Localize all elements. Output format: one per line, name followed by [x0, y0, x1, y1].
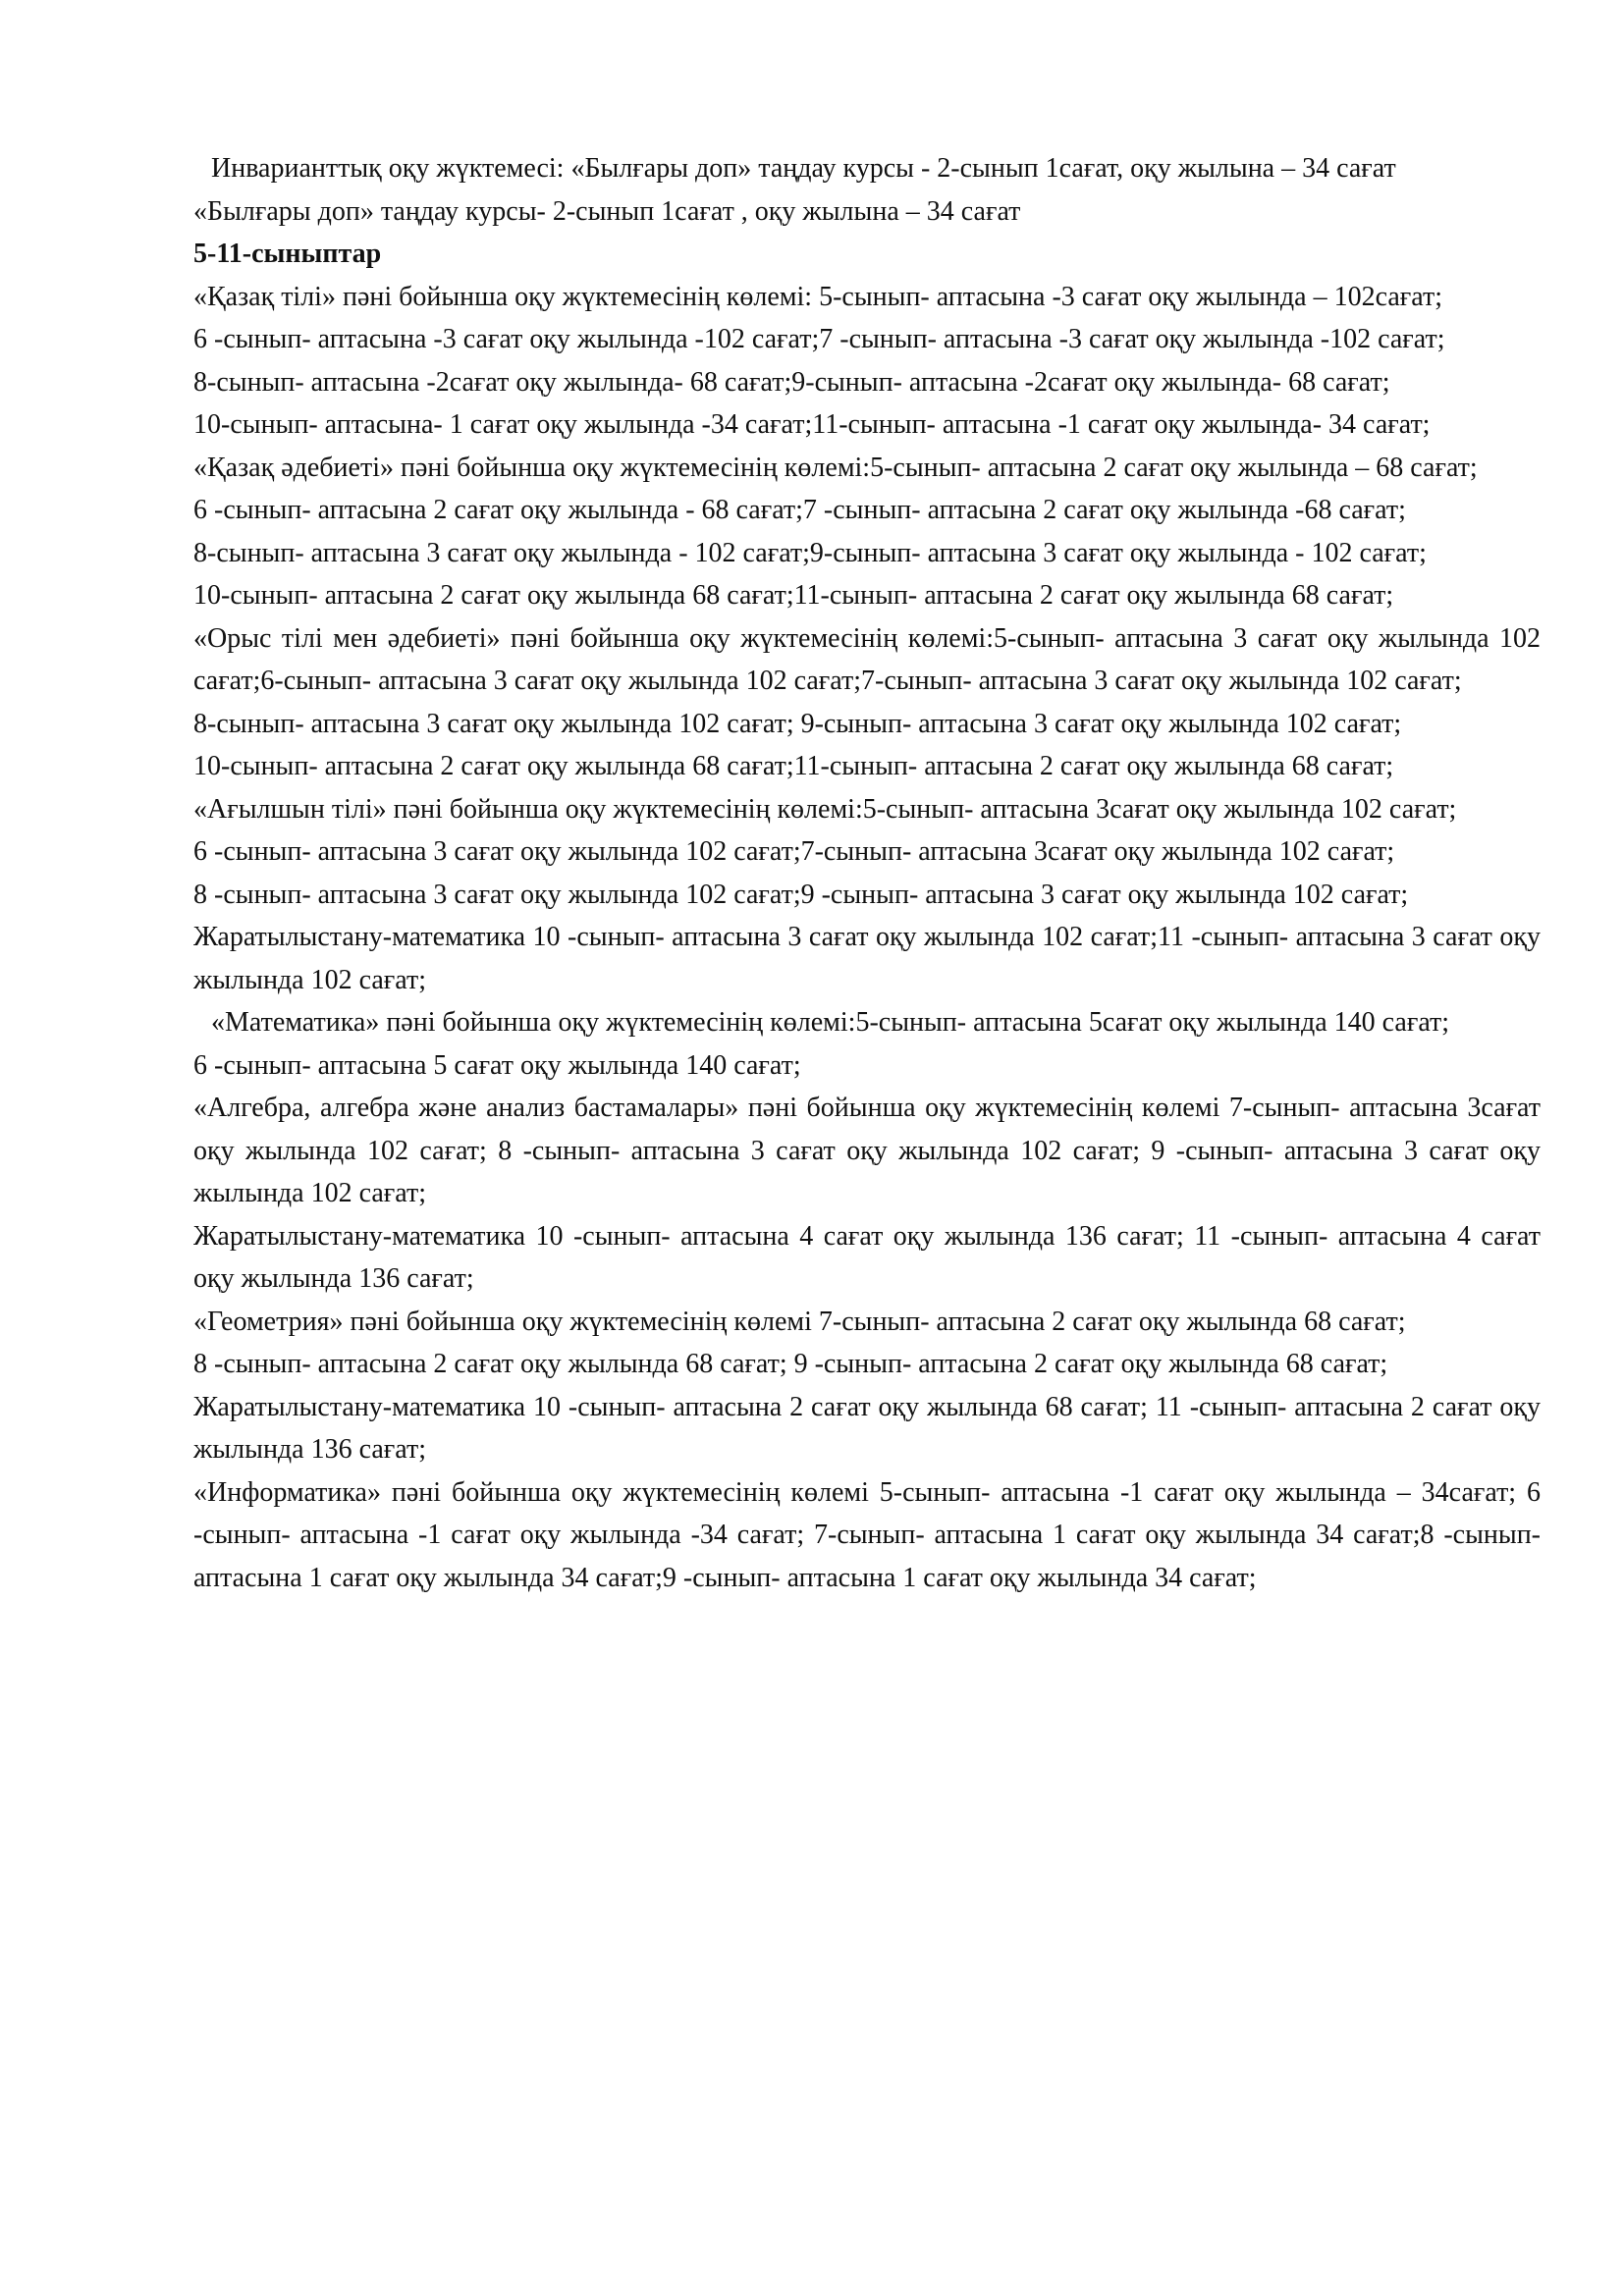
paragraph-kazakh-literature-6-7: 6 -сынып- аптасына 2 сағат оқу жылында - 68 сағат;7 -сынып- аптасына 2 сағат оқу жылында -68 сағат; — [193, 495, 1406, 525]
paragraph-geometry-8-9: 8 -сынып- аптасына 2 сағат оқу жылында 68 сағат; 9 -сынып- аптасына 2 сағат оқу жылында 68 сағат; — [193, 1349, 1388, 1379]
section-heading: 5-11-сыныптар — [193, 239, 382, 269]
paragraph-russian-10-11: 10-сынып- аптасына 2 сағат оқу жылында 68 сағат;11-сынып- аптасына 2 сағат оқу жылында 68 сағат; — [193, 751, 1394, 781]
paragraph-geometry-7: «Геометрия» пәні бойынша оқу жүктемесінің көлемі 7-сынып- аптасына 2 сағат оқу жылында 68 сағат; — [193, 1306, 1406, 1337]
paragraph-informatics-5-9: «Информатика» пәні бойынша оқу жүктемесінің көлемі 5-сынып- аптасына -1 сағат оқу жылында – 34сағат; 6 -сынып- аптасына -1 сағат оқу жылында -34 сағат; 7-сынып- аптасына 1 сағат оқу жылында 34 сағат;8 -сынып- аптасына 1 сағат оқу жылында 34 сағат;9 -сынып- аптасына 1 сағат оқу жылында 34 сағат; — [193, 1476, 1541, 1593]
paragraph-english-10-11: Жаратылыстану-математика 10 -сынып- аптасына 3 сағат оқу жылында 102 сағат;11 -сынып- аптасына 3 сағат оқу жылында 102 сағат; — [193, 922, 1541, 995]
paragraph-geometry-10-11: Жаратылыстану-математика 10 -сынып- аптасына 2 сағат оқу жылында 68 сағат; 11 -сынып- аптасына 2 сағат оқу жылында 136 сағат; — [193, 1391, 1541, 1465]
paragraph-kazakh-language-8-9: 8-сынып- аптасына -2сағат оқу жылында- 68 сағат;9-сынып- аптасына -2сағат оқу жылында- 68 сағат; — [193, 366, 1390, 398]
intro-line-course: «Былғары доп» таңдау курсы- 2-сынып 1сағат , оқу жылына – 34 сағат — [193, 195, 1021, 227]
paragraph-algebra-7-9: «Алгебра, алгебра және анализ бастамалары» пәні бойынша оқу жүктемесінің көлемі 7-сынып- аптасына 3сағат оқу жылында 102 сағат; 8 -сынып- аптасына 3 сағат оқу жылында 102 сағат; 9 -сынып- аптасына 3 сағат оқу жылында 102 сағат; — [193, 1093, 1541, 1208]
paragraph-math-5: «Математика» пәні бойынша оқу жүктемесінің көлемі:5-сынып- аптасына 5сағат оқу жылында 140 сағат; — [211, 1007, 1450, 1038]
paragraph-algebra-10-11: Жаратылыстану-математика 10 -сынып- аптасына 4 сағат оқу жылында 136 сағат; 11 -сынып- аптасына 4 сағат оқу жылында 136 сағат; — [193, 1220, 1541, 1294]
paragraph-kazakh-literature-5: «Қазақ әдебиеті» пәні бойынша оқу жүктемесінің көлемі:5-сынып- аптасына 2 сағат оқу жылында – 68 сағат; — [193, 452, 1478, 483]
paragraph-russian-8-9: 8-сынып- аптасына 3 сағат оқу жылында 102 сағат; 9-сынып- аптасына 3 сағат оқу жылында 102 сағат; — [193, 708, 1402, 739]
paragraph-kazakh-language-10-11: 10-сынып- аптасына- 1 сағат оқу жылында -34 сағат;11-сынып- аптасына -1 сағат оқу жылында- 34 сағат; — [193, 409, 1431, 440]
paragraph-kazakh-literature-8-9: 8-сынып- аптасына 3 сағат оқу жылында - 102 сағат;9-сынып- аптасына 3 сағат оқу жылында - 102 сағат; — [193, 537, 1427, 568]
paragraph-english-6-7: 6 -сынып- аптасына 3 сағат оқу жылында 102 сағат;7-сынып- аптасына 3сағат оқу жылында 102 сағат; — [193, 836, 1395, 867]
paragraph-english-5: «Ағылшын тілі» пәні бойынша оқу жүктемесінің көлемі:5-сынып- аптасына 3сағат оқу жылында 102 сағат; — [193, 793, 1457, 825]
intro-line-invariant: Инварианттық оқу жүктемесі: «Былғары доп» таңдау курсы - 2-сынып 1сағат, оқу жылына – 34 сағат — [211, 153, 1396, 184]
paragraph-math-6: 6 -сынып- аптасына 5 сағат оқу жылында 140 сағат; — [193, 1049, 801, 1081]
paragraph-kazakh-language-5: «Қазақ тілі» пәні бойынша оқу жүктемесінің көлемі: 5-сынып- аптасына -3 сағат оқу жылында – 102сағат; — [193, 281, 1443, 312]
document-page — [193, 147, 1541, 1599]
paragraph-russian-5-7: «Орыс тілі мен әдебиеті» пәні бойынша оқу жүктемесінің көлемі:5-сынып- аптасына 3 сағат оқу жылында 102 сағат;6-сынып- аптасына 3 сағат оқу жылында 102 сағат;7-сынып- аптасына 3 сағат оқу жылында 102 сағат; — [193, 622, 1541, 696]
paragraph-kazakh-literature-10-11: 10-сынып- аптасына 2 сағат оқу жылында 68 сағат;11-сынып- аптасына 2 сағат оқу жылында 68 сағат; — [193, 580, 1394, 611]
paragraph-english-8-9: 8 -сынып- аптасына 3 сағат оқу жылында 102 сағат;9 -сынып- аптасына 3 сағат оқу жылында 102 сағат; — [193, 879, 1409, 910]
paragraph-kazakh-language-6-7: 6 -сынып- аптасына -3 сағат оқу жылында -102 сағат;7 -сынып- аптасына -3 сағат оқу жылында -102 сағат; — [193, 324, 1445, 354]
